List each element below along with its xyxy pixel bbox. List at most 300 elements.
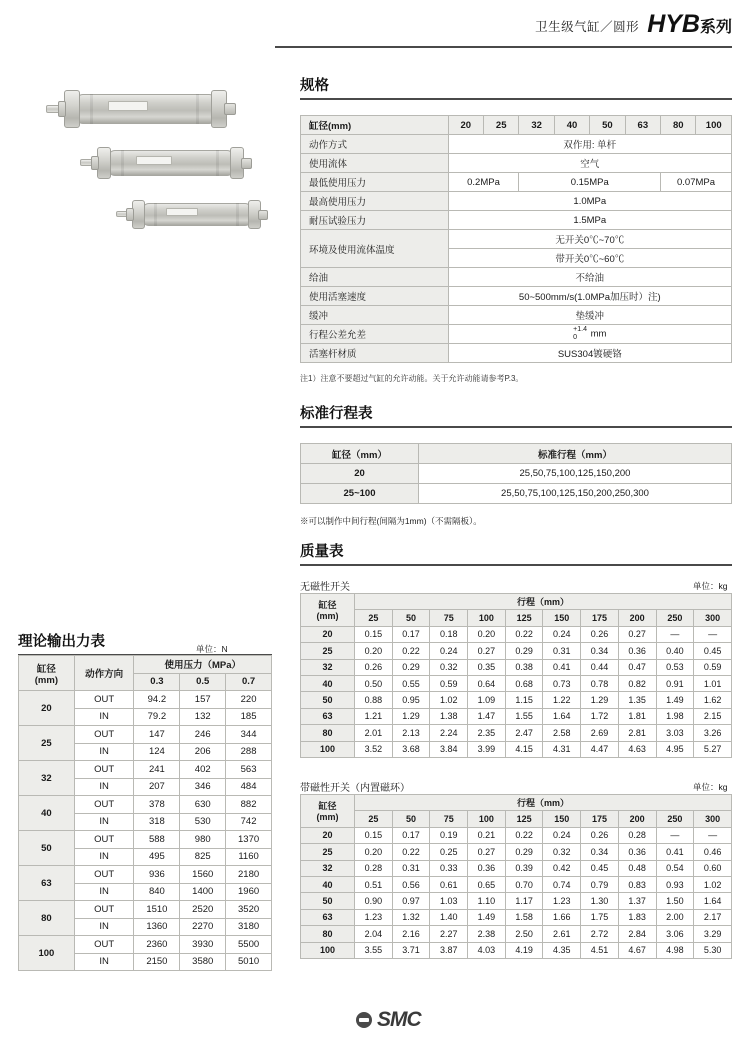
force-value-cell: 2360: [134, 936, 180, 954]
mass-stroke-header: 175: [581, 811, 619, 827]
mass-value-cell: 0.34: [581, 844, 619, 860]
force-row: [19, 936, 272, 954]
spec-row-label: 使用流体: [301, 154, 449, 173]
force-direction-cell: IN: [74, 953, 134, 971]
mass-value-cell: —: [656, 827, 694, 843]
mass-value-cell: 4.47: [581, 741, 619, 757]
mass-value-cell: 0.18: [430, 626, 468, 642]
mass-value-cell: 0.78: [581, 675, 619, 691]
mass-value-cell: 0.83: [618, 876, 656, 892]
mass-value-cell: 0.28: [618, 827, 656, 843]
force-value-cell: 588: [134, 831, 180, 849]
mass-value-cell: 1.55: [505, 708, 543, 724]
section-spec-underline: [300, 98, 732, 100]
mass-stroke-header: 125: [505, 610, 543, 626]
mass-value-cell: 0.22: [392, 844, 430, 860]
mass-value-cell: 4.63: [618, 741, 656, 757]
mass-bore-cell: 25: [301, 643, 355, 659]
mass-row: [301, 860, 732, 876]
force-direction-cell: OUT: [74, 866, 134, 884]
force-value-cell: 882: [226, 796, 272, 814]
mass-value-cell: 0.42: [543, 860, 581, 876]
mass-row: [301, 844, 732, 860]
force-value-cell: 1960: [226, 883, 272, 901]
mass-value-cell: 1.50: [656, 893, 694, 909]
force-value-cell: 2270: [180, 918, 226, 936]
header-model: HYB: [647, 10, 700, 38]
mass-value-cell: 3.68: [392, 741, 430, 757]
spec-bore-header: 63: [625, 116, 660, 135]
mass-value-cell: 0.70: [505, 876, 543, 892]
spec-bore-header: 80: [661, 116, 696, 135]
stroke-header-row: [301, 444, 732, 464]
mass-value-cell: 0.22: [505, 827, 543, 843]
mass-value-cell: 3.84: [430, 741, 468, 757]
section-force: [18, 630, 272, 656]
stroke-bore-cell: 20: [301, 464, 419, 484]
force-direction-cell: OUT: [74, 831, 134, 849]
mass-value-cell: 5.30: [694, 942, 732, 958]
mass-value-cell: 0.53: [656, 659, 694, 675]
force-direction-cell: IN: [74, 918, 134, 936]
force-value-cell: 288: [226, 743, 272, 761]
mass-value-cell: —: [694, 626, 732, 642]
mass-value-cell: 1.23: [355, 909, 393, 925]
mass-value-cell: 1.30: [581, 893, 619, 909]
mass-row: [301, 675, 732, 691]
mass-value-cell: 2.50: [505, 926, 543, 942]
mass-value-cell: 0.32: [543, 844, 581, 860]
force-value-cell: 980: [180, 831, 226, 849]
mass-stroke-header: 50: [392, 811, 430, 827]
mass-value-cell: 0.28: [355, 860, 393, 876]
section-mass: [300, 540, 732, 566]
mass-value-cell: 0.35: [468, 659, 506, 675]
spec-bore-header: 100: [696, 116, 732, 135]
mass-value-cell: 2.24: [430, 725, 468, 741]
mass-value-cell: 1.09: [468, 692, 506, 708]
mass-stroke-header: 150: [543, 610, 581, 626]
mass-bore-cell: 20: [301, 827, 355, 843]
mass-value-cell: 2.35: [468, 725, 506, 741]
mass-value-cell: 0.19: [430, 827, 468, 843]
force-direction-cell: IN: [74, 778, 134, 796]
force-pressure-label: 使用压力（MPa）: [134, 656, 272, 674]
mass-value-cell: 1.10: [468, 893, 506, 909]
spec-bore-header: 20: [448, 116, 483, 135]
mass-value-cell: 0.33: [430, 860, 468, 876]
mass-value-cell: 0.22: [392, 643, 430, 659]
mass-value-cell: 1.64: [694, 893, 732, 909]
force-value-cell: 742: [226, 813, 272, 831]
spec-row: [301, 325, 732, 344]
mass-bore-label: 缸径 (mm): [301, 795, 355, 828]
mass-value-cell: 1.49: [656, 692, 694, 708]
force-bore-cell: 25: [19, 726, 75, 761]
mass-value-cell: 2.61: [543, 926, 581, 942]
mass-bore-cell: 25: [301, 844, 355, 860]
mass-row: [301, 827, 732, 843]
mass-bore-cell: 100: [301, 741, 355, 757]
section-stroke-underline: [300, 426, 732, 428]
brand-name: SMC: [377, 1008, 421, 1031]
section-mass-underline: [300, 564, 732, 566]
mass-value-cell: 0.40: [656, 643, 694, 659]
force-value-cell: 206: [180, 743, 226, 761]
mass-header-row-2: [301, 811, 732, 827]
spec-value-cell: 0.2MPa: [448, 173, 519, 192]
spec-row-label: 最低使用压力: [301, 173, 449, 192]
spec-row: [301, 173, 732, 192]
mass-value-cell: 0.60: [694, 860, 732, 876]
mass-value-cell: 1.02: [430, 692, 468, 708]
mass-value-cell: 0.32: [430, 659, 468, 675]
stroke-values-cell: 25,50,75,100,125,150,200,250,300: [419, 484, 732, 504]
mass-stroke-header: 100: [468, 610, 506, 626]
mass-value-cell: 0.27: [468, 844, 506, 860]
force-direction-label: 动作方向: [74, 656, 134, 691]
mass-value-cell: 4.51: [581, 942, 619, 958]
mass-value-cell: 1.38: [430, 708, 468, 724]
mass-value-cell: 5.27: [694, 741, 732, 757]
mass-value-cell: 1.29: [581, 692, 619, 708]
mass-value-cell: 0.79: [581, 876, 619, 892]
mass-value-cell: 0.41: [656, 844, 694, 860]
mass-value-cell: 0.59: [430, 675, 468, 691]
mass-value-cell: 1.49: [468, 909, 506, 925]
header-title-group: [535, 10, 732, 39]
mass-row: [301, 692, 732, 708]
spec-row: [301, 230, 732, 249]
mass-value-cell: 0.88: [355, 692, 393, 708]
mass-bore-cell: 32: [301, 659, 355, 675]
spec-row: [301, 344, 732, 363]
mass-stroke-header: 200: [618, 610, 656, 626]
force-value-cell: 936: [134, 866, 180, 884]
force-direction-cell: OUT: [74, 726, 134, 744]
force-bore-cell: 80: [19, 901, 75, 936]
mass-stroke-header: 100: [468, 811, 506, 827]
force-value-cell: 825: [180, 848, 226, 866]
force-value-cell: 147: [134, 726, 180, 744]
force-value-cell: 132: [180, 708, 226, 726]
force-direction-cell: OUT: [74, 691, 134, 709]
mass-value-cell: 0.68: [505, 675, 543, 691]
force-value-cell: 5010: [226, 953, 272, 971]
header-subtitle: 卫生级气缸／圆形: [535, 20, 640, 34]
section-force-title: 理论输出力表: [18, 634, 105, 650]
stroke-values-cell: 25,50,75,100,125,150,200: [419, 464, 732, 484]
mass-value-cell: 0.31: [543, 643, 581, 659]
mass-row: [301, 708, 732, 724]
mass-table-2-unit: 单位：kg: [693, 782, 728, 792]
mass-bore-cell: 63: [301, 708, 355, 724]
force-pressure-header: 0.5: [180, 673, 226, 691]
mass-value-cell: 0.46: [694, 844, 732, 860]
mass-stroke-header: 250: [656, 811, 694, 827]
mass-table-1-unit: 单位：kg: [693, 581, 728, 591]
mass-value-cell: 0.38: [505, 659, 543, 675]
mass-value-cell: 1.72: [581, 708, 619, 724]
mass-value-cell: 0.27: [468, 643, 506, 659]
mass-value-cell: 0.21: [468, 827, 506, 843]
mass-value-cell: 0.64: [468, 675, 506, 691]
mass-value-cell: 2.13: [392, 725, 430, 741]
force-value-cell: 157: [180, 691, 226, 709]
force-value-cell: 563: [226, 761, 272, 779]
mass-value-cell: 3.29: [694, 926, 732, 942]
section-spec: [300, 74, 732, 100]
stroke-header-cell: 标准行程（mm）: [419, 444, 732, 464]
mass-value-cell: 4.98: [656, 942, 694, 958]
mass-value-cell: 2.27: [430, 926, 468, 942]
mass-value-cell: 4.19: [505, 942, 543, 958]
mass-value-cell: 0.97: [392, 893, 430, 909]
force-pressure-header: 0.3: [134, 673, 180, 691]
mass-value-cell: 2.38: [468, 926, 506, 942]
mass-value-cell: 4.31: [543, 741, 581, 757]
mass-value-cell: 3.03: [656, 725, 694, 741]
force-row: [19, 726, 272, 744]
spec-row-label: 耐压试验压力: [301, 211, 449, 230]
mass-stroke-label: 行程（mm）: [355, 795, 732, 811]
force-value-cell: 79.2: [134, 708, 180, 726]
mass-value-cell: 0.36: [618, 643, 656, 659]
force-value-cell: 1560: [180, 866, 226, 884]
mass-value-cell: 3.87: [430, 942, 468, 958]
mass-value-cell: 0.45: [581, 860, 619, 876]
mass-bore-cell: 50: [301, 692, 355, 708]
spec-value-cell: SUS304镀硬铬: [448, 344, 731, 363]
mass-value-cell: 3.99: [468, 741, 506, 757]
mass-value-cell: 0.36: [468, 860, 506, 876]
force-value-cell: 241: [134, 761, 180, 779]
force-row: [19, 796, 272, 814]
stroke-table: [300, 443, 732, 504]
force-bore-cell: 32: [19, 761, 75, 796]
mass-row: [301, 942, 732, 958]
force-value-cell: 530: [180, 813, 226, 831]
mass-value-cell: 0.44: [581, 659, 619, 675]
spec-value-cell: 不给油: [448, 268, 731, 287]
mass-value-cell: 0.15: [355, 827, 393, 843]
mass-value-cell: 2.81: [618, 725, 656, 741]
force-bore-label: 缸径 (mm): [19, 656, 75, 691]
spec-bore-header: 25: [484, 116, 519, 135]
spec-row: [301, 192, 732, 211]
mass-value-cell: 3.06: [656, 926, 694, 942]
section-spec-title: 规格: [300, 78, 329, 94]
mass-value-cell: 0.24: [430, 643, 468, 659]
mass-value-cell: 1.01: [694, 675, 732, 691]
force-row: [19, 761, 272, 779]
mass-bore-cell: 80: [301, 725, 355, 741]
spec-row-label: 缓冲: [301, 306, 449, 325]
force-header-row-1: [19, 656, 272, 674]
stroke-row: [301, 464, 732, 484]
mass-value-cell: 4.95: [656, 741, 694, 757]
force-value-cell: 2180: [226, 866, 272, 884]
force-direction-cell: OUT: [74, 936, 134, 954]
mass-row: [301, 909, 732, 925]
mass-value-cell: 0.73: [543, 675, 581, 691]
mass-value-cell: 1.03: [430, 893, 468, 909]
mass-value-cell: 2.01: [355, 725, 393, 741]
mass-value-cell: 4.15: [505, 741, 543, 757]
mass-row: [301, 626, 732, 642]
mass-value-cell: 0.48: [618, 860, 656, 876]
mass-bore-cell: 40: [301, 876, 355, 892]
spec-value-cell: 1.5MPa: [448, 211, 731, 230]
force-direction-cell: IN: [74, 708, 134, 726]
spec-row-label: 活塞杆材质: [301, 344, 449, 363]
spec-row-label: 使用活塞速度: [301, 287, 449, 306]
force-value-cell: 344: [226, 726, 272, 744]
mass-row: [301, 893, 732, 909]
mass-value-cell: 2.16: [392, 926, 430, 942]
mass-value-cell: 1.40: [430, 909, 468, 925]
mass-bore-cell: 40: [301, 675, 355, 691]
force-value-cell: 1360: [134, 918, 180, 936]
mass-table-no-switch: [300, 593, 732, 758]
mass-value-cell: 1.15: [505, 692, 543, 708]
mass-stroke-header: 250: [656, 610, 694, 626]
force-value-cell: 3930: [180, 936, 226, 954]
spec-row-label: 行程公差允差: [301, 325, 449, 344]
mass-bore-cell: 63: [301, 909, 355, 925]
mass-value-cell: 2.69: [581, 725, 619, 741]
spec-row-label: 给油: [301, 268, 449, 287]
mass-value-cell: 0.24: [543, 626, 581, 642]
mass-value-cell: 2.15: [694, 708, 732, 724]
mass-value-cell: 2.00: [656, 909, 694, 925]
mass-table-1-subtitle: 无磁性开关: [300, 582, 350, 593]
force-value-cell: 207: [134, 778, 180, 796]
product-photo: [22, 78, 262, 278]
spec-value-cell: 无开关0℃~70℃: [448, 230, 731, 249]
mass-value-cell: 0.51: [355, 876, 393, 892]
mass-bore-cell: 20: [301, 626, 355, 642]
mass-value-cell: 1.32: [392, 909, 430, 925]
mass-value-cell: 0.31: [392, 860, 430, 876]
force-value-cell: 495: [134, 848, 180, 866]
mass-value-cell: 0.95: [392, 692, 430, 708]
force-direction-cell: IN: [74, 743, 134, 761]
force-value-cell: 246: [180, 726, 226, 744]
spec-row: [301, 287, 732, 306]
mass-stroke-header: 125: [505, 811, 543, 827]
force-value-cell: 5500: [226, 936, 272, 954]
force-value-cell: 1160: [226, 848, 272, 866]
force-value-cell: 318: [134, 813, 180, 831]
force-value-cell: 840: [134, 883, 180, 901]
force-value-cell: 402: [180, 761, 226, 779]
mass-value-cell: 1.23: [543, 893, 581, 909]
mass-value-cell: 0.29: [505, 643, 543, 659]
force-value-cell: 2150: [134, 953, 180, 971]
mass-value-cell: 1.98: [656, 708, 694, 724]
force-value-cell: 1510: [134, 901, 180, 919]
mass-row: [301, 926, 732, 942]
mass-value-cell: 1.64: [543, 708, 581, 724]
spec-value-cell: 50~500mm/s(1.0MPa加压时）注): [448, 287, 731, 306]
mass-value-cell: 1.29: [392, 708, 430, 724]
mass-row: [301, 725, 732, 741]
force-value-cell: 3520: [226, 901, 272, 919]
mass-value-cell: 0.26: [581, 827, 619, 843]
mass-value-cell: 2.04: [355, 926, 393, 942]
mass-value-cell: —: [694, 827, 732, 843]
force-row: [19, 691, 272, 709]
mass-value-cell: 0.65: [468, 876, 506, 892]
mass-value-cell: 1.58: [505, 909, 543, 925]
force-value-cell: 94.2: [134, 691, 180, 709]
mass-value-cell: 1.81: [618, 708, 656, 724]
mass-stroke-header: 150: [543, 811, 581, 827]
force-unit: 单位：N: [196, 644, 228, 654]
spec-header-row: [301, 116, 732, 135]
mass-value-cell: 1.17: [505, 893, 543, 909]
mass-stroke-header: 50: [392, 610, 430, 626]
mass-value-cell: 0.29: [392, 659, 430, 675]
mass-table-with-switch: [300, 794, 732, 959]
mass-value-cell: 0.26: [581, 626, 619, 642]
mass-stroke-header: 300: [694, 610, 732, 626]
force-direction-cell: OUT: [74, 796, 134, 814]
force-value-cell: 185: [226, 708, 272, 726]
spec-value-cell: 双作用: 单杆: [448, 135, 731, 154]
spec-value-cell: 空气: [448, 154, 731, 173]
mass-value-cell: 0.17: [392, 827, 430, 843]
mass-value-cell: 0.55: [392, 675, 430, 691]
stroke-bore-cell: 25~100: [301, 484, 419, 504]
mass-value-cell: 1.35: [618, 692, 656, 708]
mass-value-cell: 0.47: [618, 659, 656, 675]
mass-row: [301, 659, 732, 675]
spec-bore-header: 40: [554, 116, 589, 135]
mass-row: [301, 643, 732, 659]
mass-value-cell: 0.29: [505, 844, 543, 860]
section-stroke-title: 标准行程表: [300, 406, 373, 422]
spec-row: [301, 211, 732, 230]
page-header: [0, 0, 750, 48]
smc-mark-icon: [356, 1012, 372, 1028]
spec-value-cell: 0.15MPa: [519, 173, 661, 192]
mass-value-cell: 3.52: [355, 741, 393, 757]
mass-bore-cell: 100: [301, 942, 355, 958]
spec-row: [301, 306, 732, 325]
mass-stroke-header: 200: [618, 811, 656, 827]
force-bore-cell: 40: [19, 796, 75, 831]
force-bore-cell: 63: [19, 866, 75, 901]
mass-value-cell: 0.56: [392, 876, 430, 892]
force-direction-cell: IN: [74, 813, 134, 831]
mass-value-cell: 0.74: [543, 876, 581, 892]
force-direction-cell: OUT: [74, 901, 134, 919]
mass-value-cell: 0.54: [656, 860, 694, 876]
mass-value-cell: 0.17: [392, 626, 430, 642]
spec-row: [301, 268, 732, 287]
force-value-cell: 346: [180, 778, 226, 796]
mass-stroke-header: 175: [581, 610, 619, 626]
force-row: [19, 866, 272, 884]
stroke-header-cell: 缸径（mm）: [301, 444, 419, 464]
mass-value-cell: 1.02: [694, 876, 732, 892]
mass-value-cell: 4.67: [618, 942, 656, 958]
force-value-cell: 630: [180, 796, 226, 814]
mass-value-cell: 2.84: [618, 926, 656, 942]
force-pressure-header: 0.7: [226, 673, 272, 691]
